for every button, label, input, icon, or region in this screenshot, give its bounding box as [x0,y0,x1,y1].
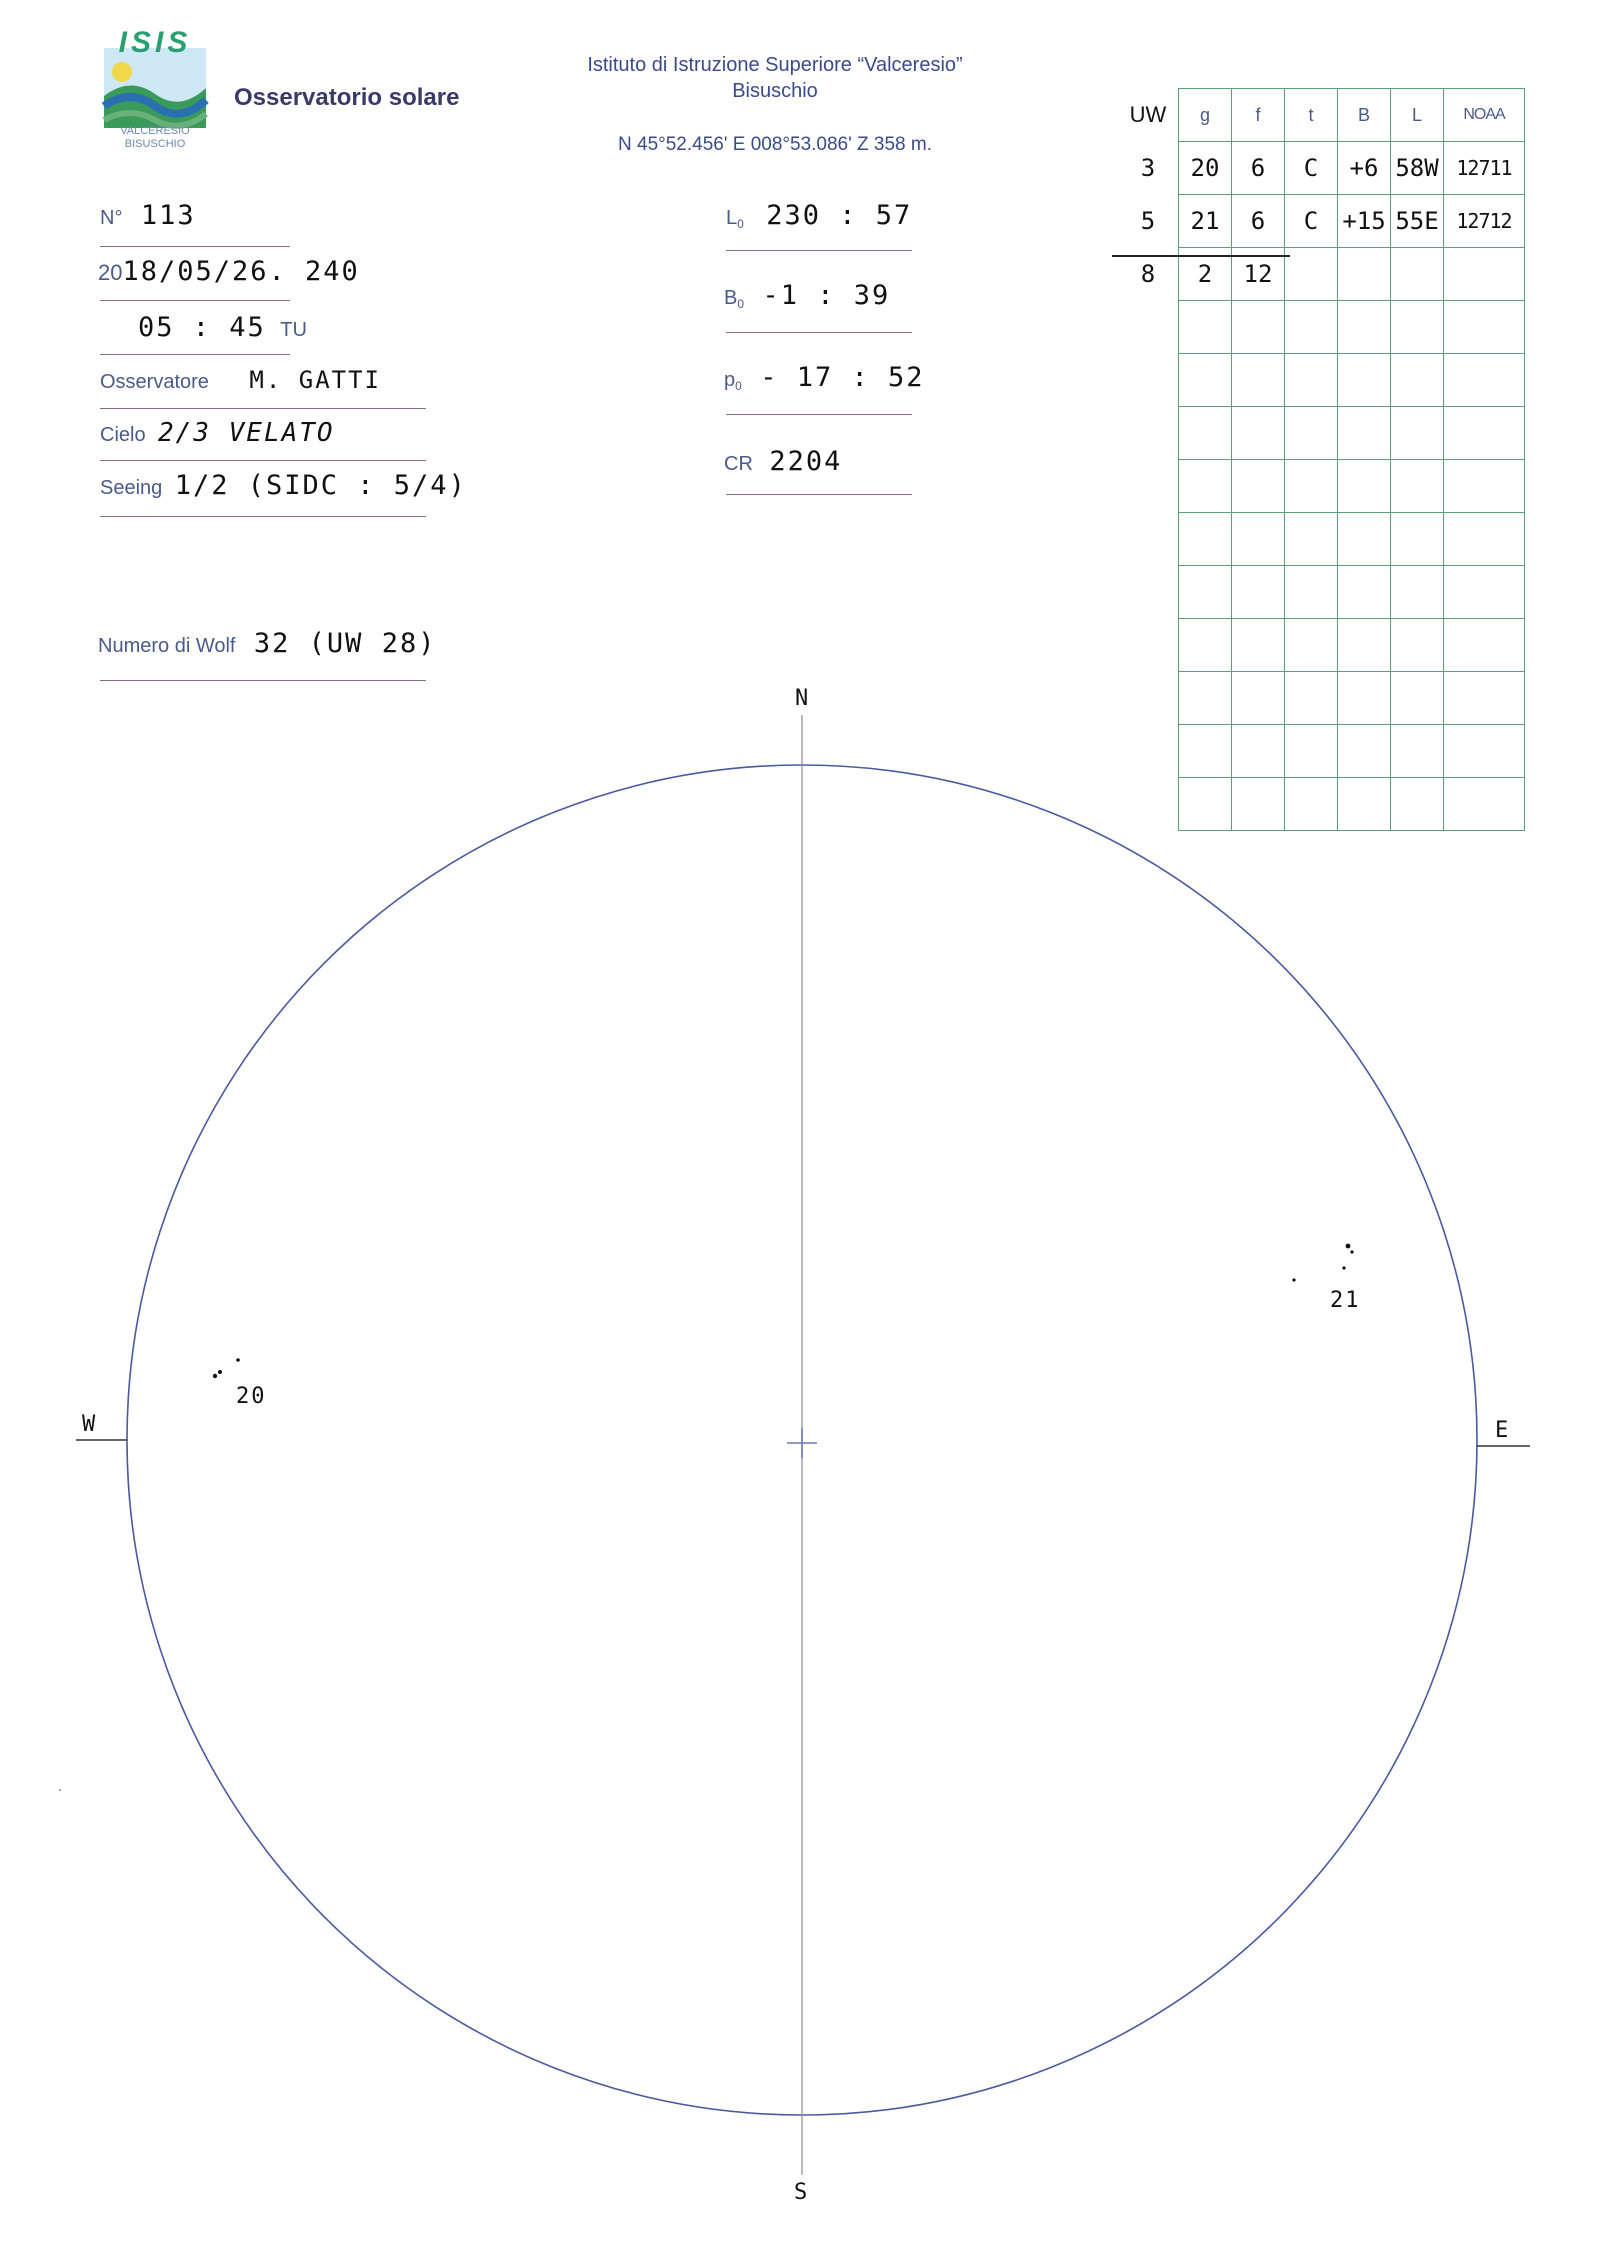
p0-label: p [724,369,736,391]
table-header-cell: f [1232,89,1285,142]
table-cell: 6 [1232,195,1285,248]
logo-caption-line-1: VALCERESIO [120,125,190,137]
observer-value: M. GATTI [249,366,381,394]
b0-label: B [724,287,738,309]
table-header-cell: g [1179,89,1232,142]
table-cell: 12711 [1444,142,1525,195]
table-header-cell: UW [1118,89,1179,142]
sunspot-dot [218,1370,222,1374]
time-suffix: TU [280,319,307,341]
wolf-value: 32 (UW 28) [253,628,437,659]
table-cell: 6 [1232,142,1285,195]
l0-value: 230 : 57 [766,200,913,231]
table-cell: +15 [1338,195,1391,248]
table-cell: 12 [1232,248,1285,301]
table-header-cell: B [1338,89,1391,142]
west-label: W [82,1412,96,1437]
sunspot-dot [236,1358,240,1362]
table-cell: 5 [1118,195,1179,248]
time-value: 05 : 45 [138,312,266,343]
number-value: 113 [140,200,196,231]
east-label: E [1495,1418,1509,1443]
date-value: 18/05/26. 240 [122,256,360,287]
sky-label: Cielo [100,424,146,446]
seeing-value: 1/2 (SIDC : 5/4) [174,470,467,501]
seeing-label: Seeing [100,477,163,499]
table-cell: 2 [1179,248,1232,301]
b0-subscript: 0 [737,297,745,312]
south-label: S [794,2180,808,2205]
sunspot-dot [213,1374,217,1378]
group-label-21: 21 [1330,1288,1361,1313]
wolf-label: Numero di Wolf [98,635,236,657]
cr-label: CR [724,453,753,475]
p0-subscript: 0 [735,379,742,394]
stray-mark [59,1789,61,1791]
l0-label: L [726,207,738,229]
table-cell: C [1285,195,1338,248]
table-header-cell: L [1391,89,1444,142]
b0-value: -1 : 39 [762,280,891,311]
table-cell: 8 [1118,248,1179,301]
sunspot-dot [1342,1266,1345,1269]
cr-value: 2204 [769,446,843,477]
p0-value: - 17 : 52 [760,362,925,393]
logo-text: ISIS [118,26,192,59]
observatory-coordinates: N 45°52.456' E 008°53.086' Z 358 m. [618,134,932,155]
table-cell: +6 [1338,142,1391,195]
observer-label: Osservatore [100,371,209,393]
sunspot-dot [1292,1278,1295,1281]
group-label-20: 20 [236,1384,267,1409]
table-cell: 12712 [1444,195,1525,248]
table-cell: 55E [1391,195,1444,248]
table-cell: 21 [1179,195,1232,248]
sky-value: 2/3 VELATO [158,418,335,448]
sunspot-dot [1346,1244,1351,1249]
l0-subscript: 0 [737,217,744,232]
sunspot-dot [1350,1250,1353,1253]
observatory-title: Osservatorio solare [234,84,460,111]
institute-line-1: Istituto di Istruzione Superiore “Valceresio” [587,54,963,76]
table-cell: 58W [1391,142,1444,195]
number-label: N° [100,207,123,229]
table-cell: 3 [1118,142,1179,195]
table-header-cell: t [1285,89,1338,142]
date-prefix: 20 [98,260,123,285]
table-cell: 20 [1179,142,1232,195]
logo-caption-line-2: BISUSCHIO [124,138,186,150]
table-header-cell: NOAA [1444,89,1525,142]
north-label: N [795,686,809,711]
table-cell: C [1285,142,1338,195]
institute-line-2: Bisuschio [732,80,818,102]
